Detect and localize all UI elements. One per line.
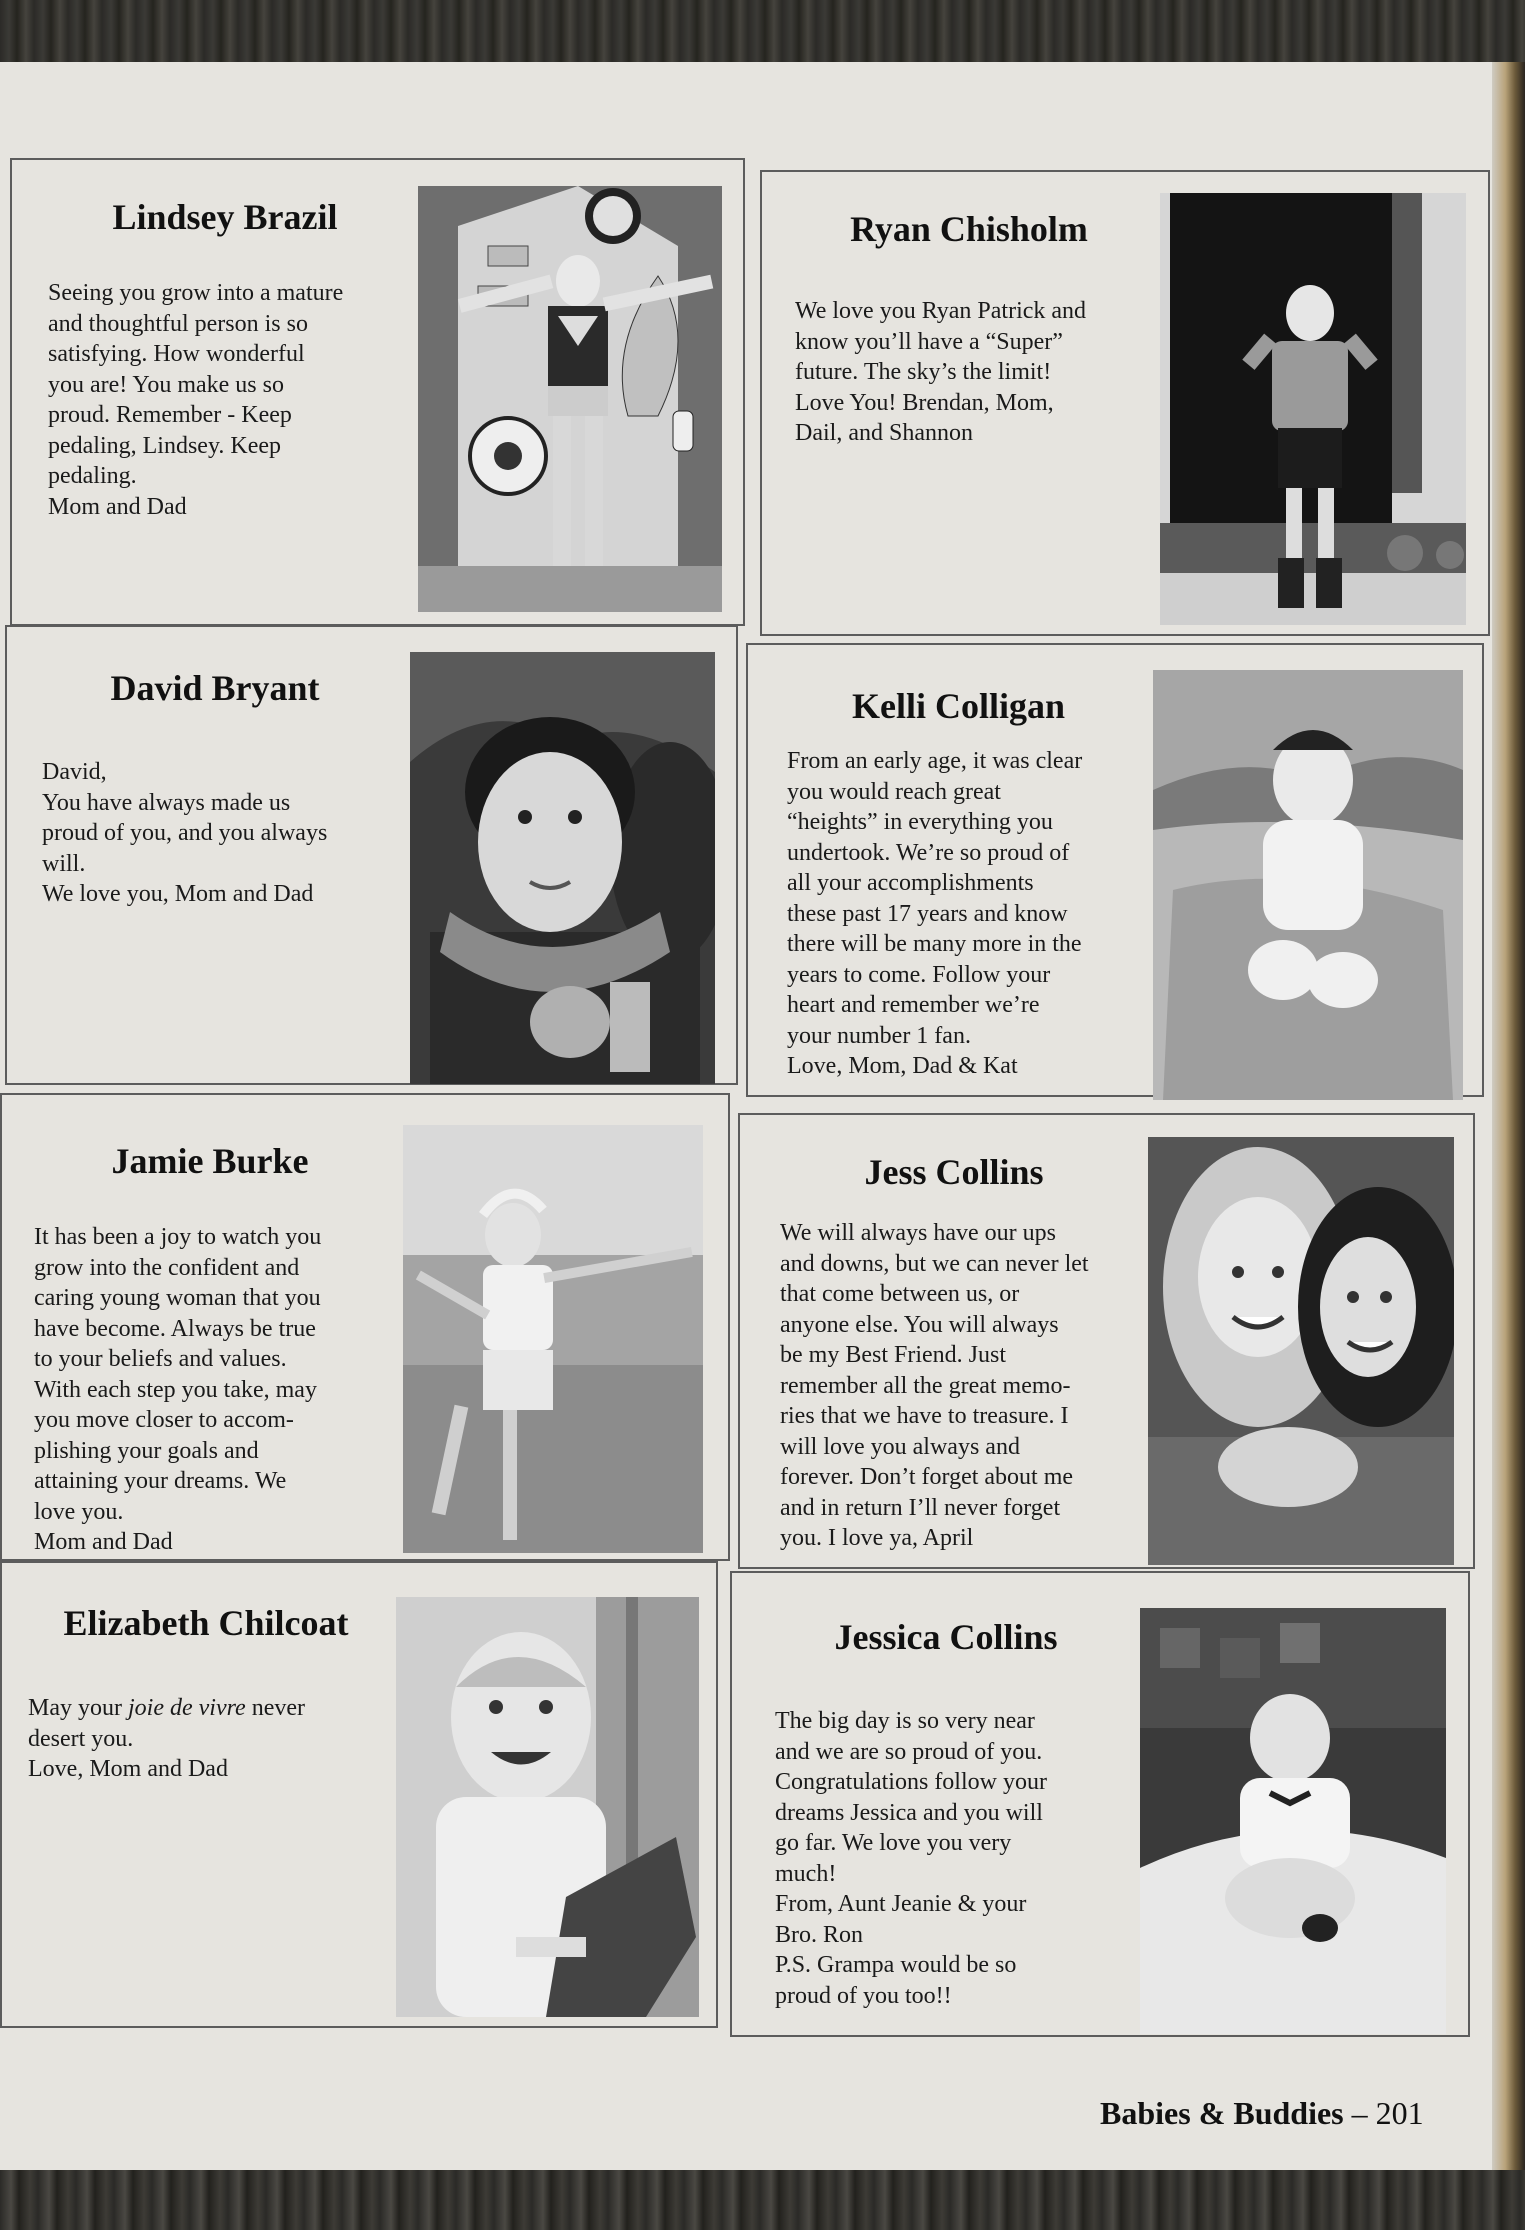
photo-two-girls-smiling [1148, 1137, 1454, 1565]
photo-baby-on-rocks [1153, 670, 1463, 1100]
entry-name: Elizabeth Chilcoat [63, 1603, 349, 1643]
entry-name: Ryan Chisholm [850, 209, 1088, 249]
page-number: 201 [1375, 2095, 1424, 2131]
entry-message: We love you Ryan Patrick and know you’ll have a “Super” future. The sky’s the limit! Love You! Brendan, Mom, Dail, and Shannon [795, 298, 1087, 446]
entry-name: Jessica Collins [834, 1617, 1058, 1657]
entry-message: David, You have always made us proud of you, and you always will. We love you, Mom and Dad [42, 759, 328, 907]
entry-message: From an early age, it was clear you would reach great “heights” in everything you undertook. We’re so proud of all your accomplishments these past 17 years and know there will be many more in the years to come. Follow your heart and remember we’re your number 1 fan. Love, Mom, Dad & Kat [787, 748, 1083, 1079]
entry-name: Lindsey Brazil [112, 197, 338, 237]
photo-smiling-baby-rocking-horse [396, 1597, 699, 2017]
footer-separator: – [1351, 2095, 1368, 2131]
section-title: Babies & Buddies [1100, 2095, 1344, 2131]
scan-top-edge [0, 0, 1525, 62]
entry-message: It has been a joy to watch you grow into the confident and caring young woman that you have become. Always be true to your beliefs and values. With each step you take, may you move closer to accom- plishing your goals and attaining your dreams. We love you. Mom and Dad [34, 1224, 322, 1555]
entry-message: Seeing you grow into a mature and thoughtful person is so satisfying. How wonderful you are! You make us so proud. Remember - Keep pedaling, Lindsey. Keep pedaling. Mom and Dad [48, 280, 344, 520]
entry-message: May your joie de vivre never desert you. Love, Mom and Dad [28, 1695, 305, 1782]
page-footer [1100, 2095, 1424, 2132]
photo-child-with-playhouse [418, 186, 722, 612]
photo-boy-superman-shirt [1160, 193, 1466, 625]
entry-message-emphasis: joie de vivre [127, 1695, 246, 1721]
entry-name: Jess Collins [864, 1152, 1044, 1192]
entry-name: Kelli Colligan [851, 686, 1065, 726]
scan-bottom-edge [0, 2170, 1525, 2230]
photo-baby-sitting-on-blanket [1140, 1608, 1446, 2034]
entry-message: The big day is so very near and we are so proud of you. Congratulations follow your dreams Jessica and you will go far. We love you very much! From, Aunt Jeanie & your Bro. Ron P.S. Grampa would be so proud of you too!! [775, 1708, 1047, 2009]
page-spine-edge [1492, 62, 1525, 2170]
entry-name: Jamie Burke [111, 1141, 309, 1181]
entry-message: We will always have our ups and downs, but we can never let that come between us, or anyone else. You will always be my Best Friend. Just remember all the great memo- ries that we have to treasure. I will love you always and forever. Don’t forget about me and in return I’ll never forget you. I love ya, April [780, 1220, 1089, 1551]
photo-girl-on-beach [403, 1125, 703, 1553]
photo-toddler-with-toy [410, 652, 715, 1084]
entry-name: David Bryant [110, 668, 320, 708]
